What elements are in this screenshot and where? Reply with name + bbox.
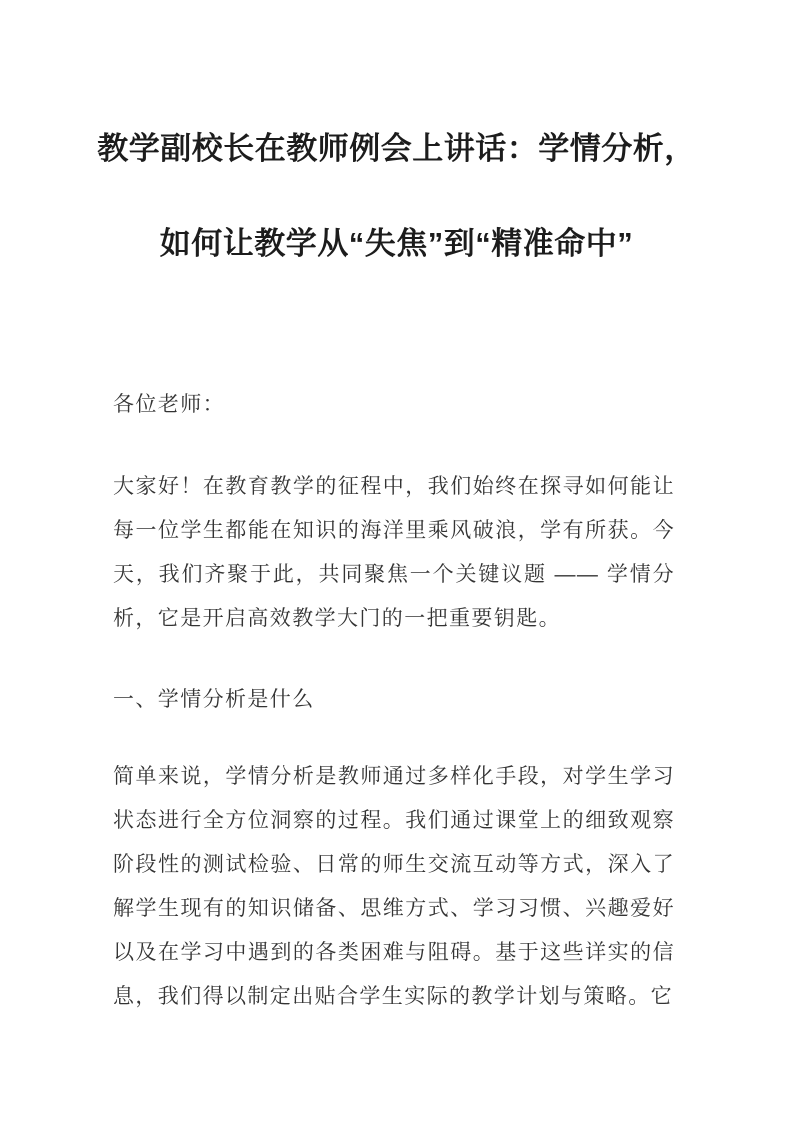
- opening-paragraph: 大家好！在教育教学的征程中，我们始终在探寻如何能让每一位学生都能在知识的海洋里乘风破浪，学有所获。今天，我们齐聚于此，共同聚焦一个关键议题 —— 学情分析，它是开启高效教学大门的一把重要钥匙。: [113, 475, 675, 630]
- document-body: [113, 0, 675, 1019]
- document-title-line-2: 如何让教学从“失焦”到“精准命中”: [159, 226, 634, 261]
- salutation: 各位老师：: [113, 393, 225, 416]
- document-title-line-1: 教学副校长在教师例会上讲话：学情分析，: [97, 131, 696, 166]
- section1-paragraph: 简单来说，学情分析是教师通过多样化手段，对学生学习状态进行全方位洞察的过程。我们通过课堂上的细致观察阶段性的测试检验、日常的师生交流互动等方式，深入了解学生现有的知识储备、思维方式、学习习惯、兴趣爱好以及在学习中遇到的各类困难与阻碍。基于这些详实的信息，我们得以制定出贴合学生实际的教学计划与策略。它: [113, 765, 675, 1008]
- section-heading-1: 一、学情分析是什么: [113, 688, 315, 711]
